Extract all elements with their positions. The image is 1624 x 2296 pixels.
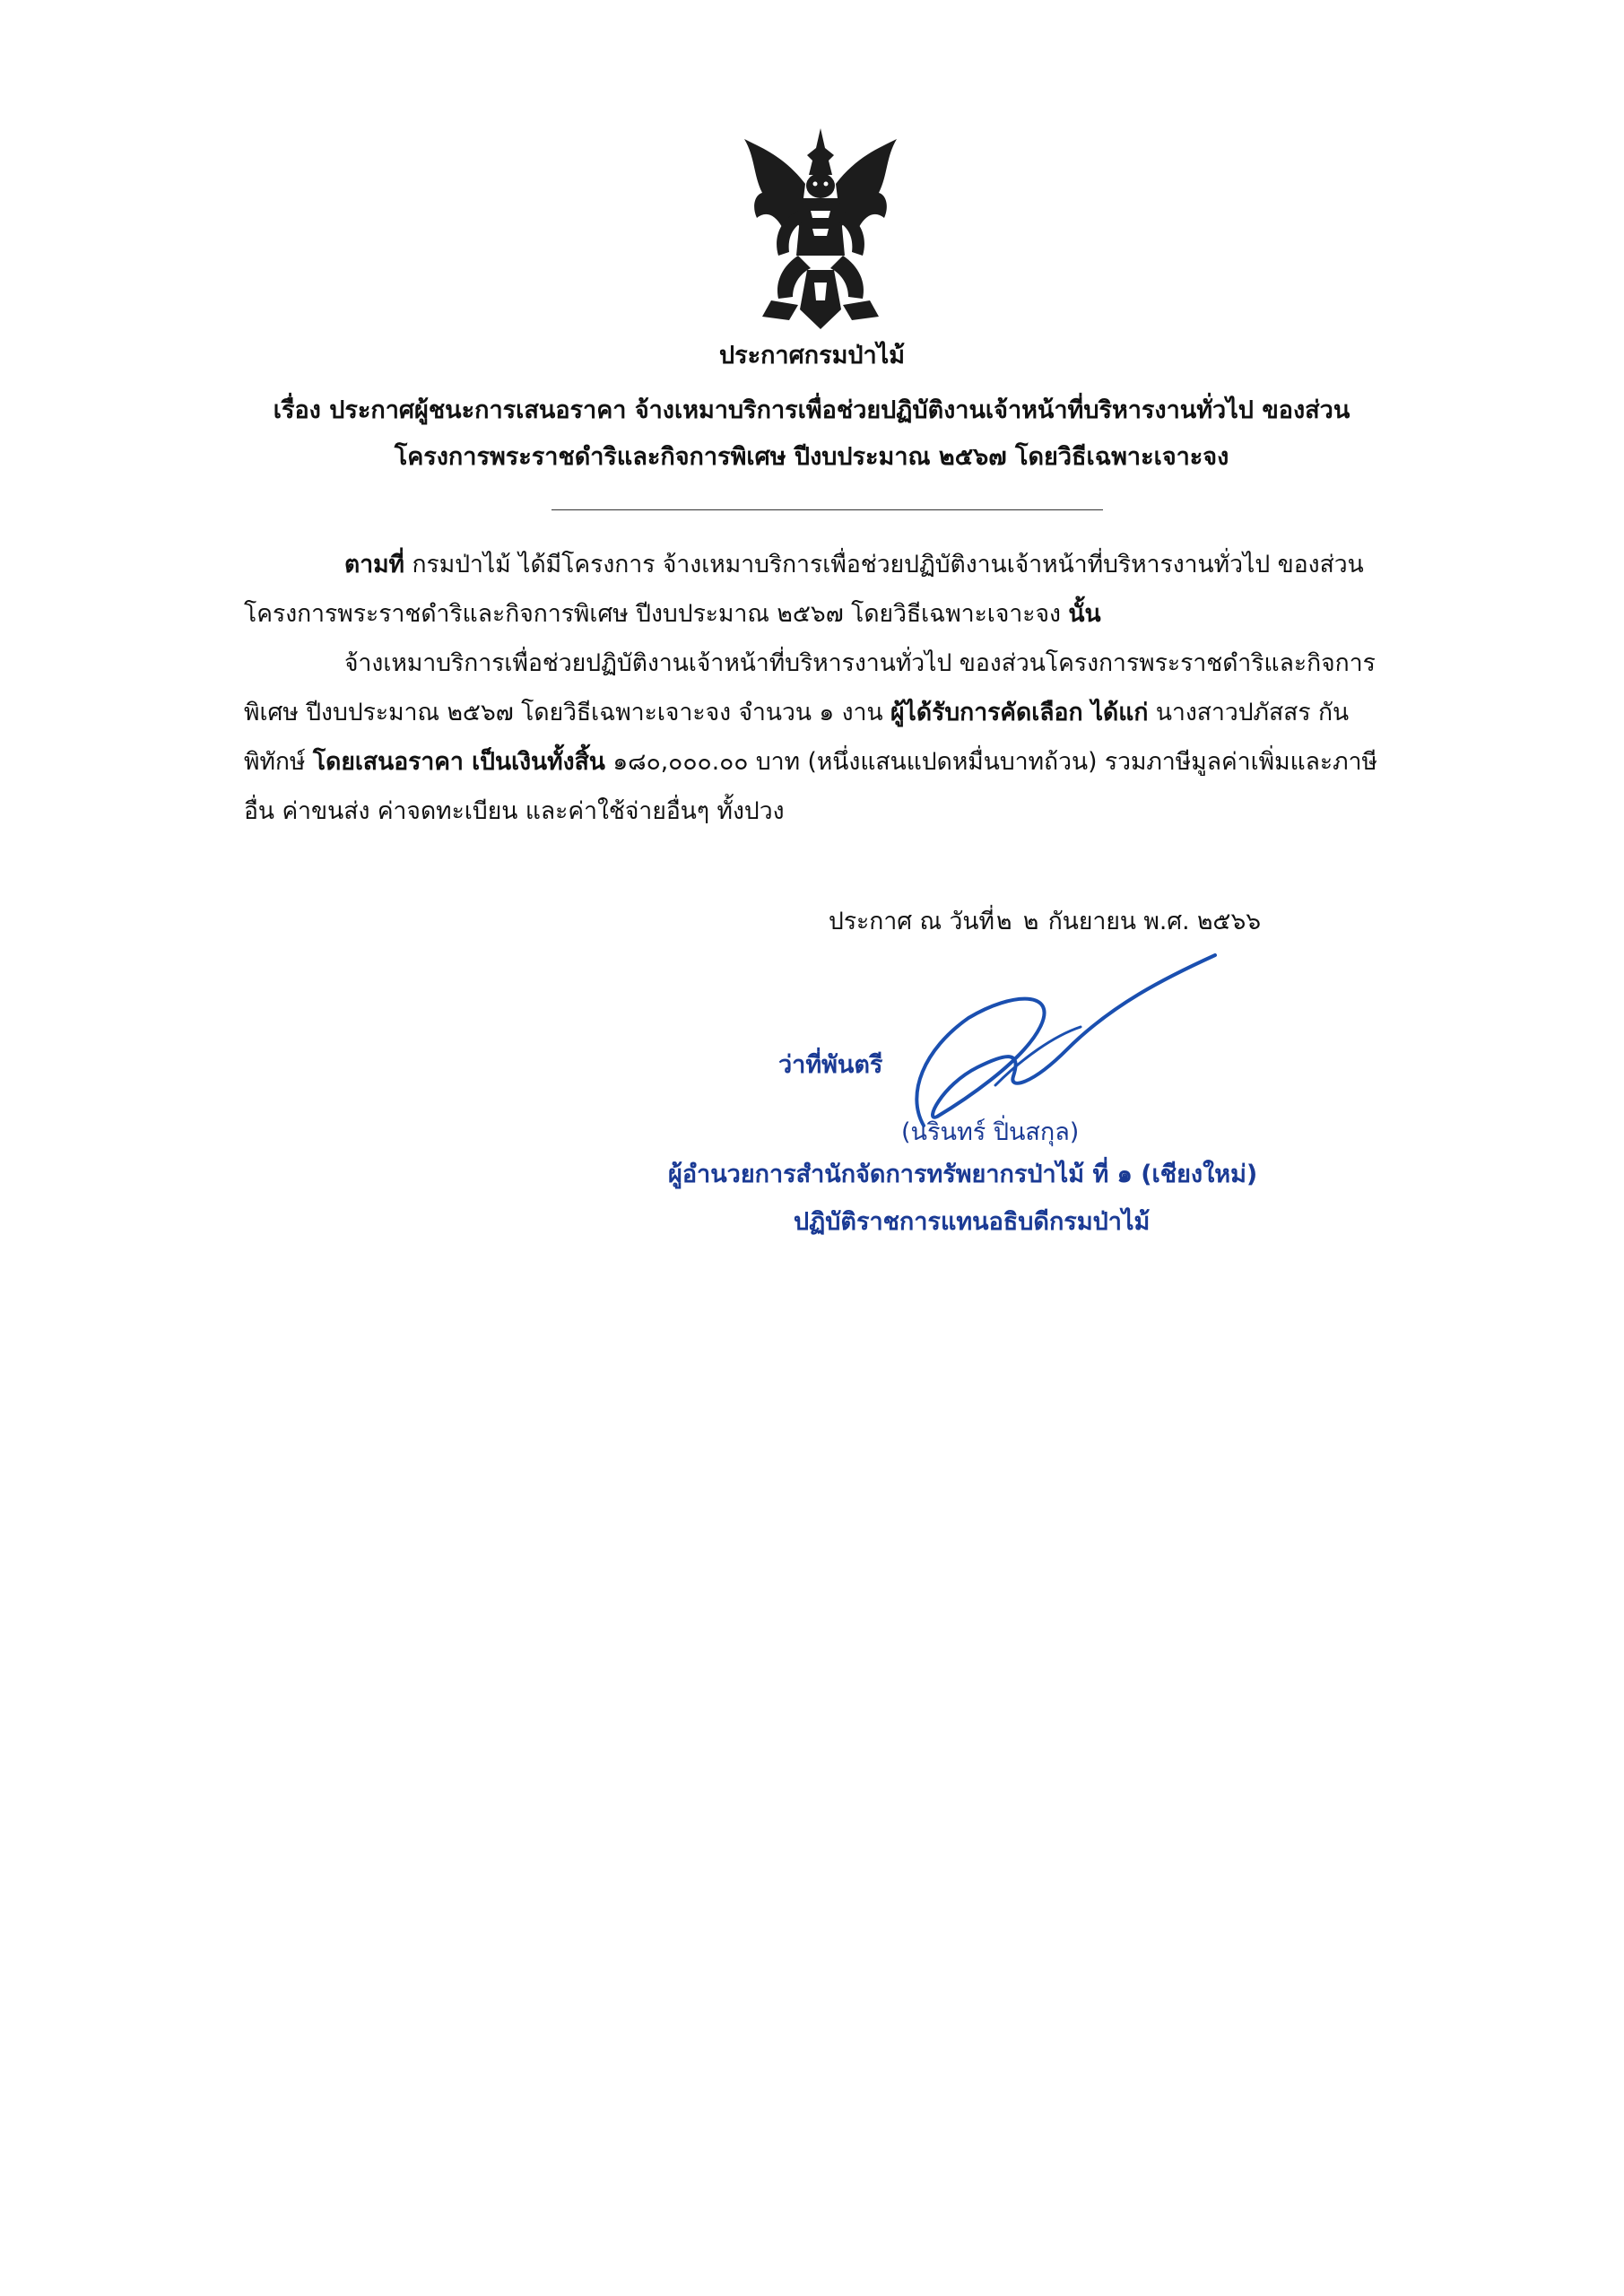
paragraph-1-lead: ตามที่: [344, 551, 405, 578]
paragraph-2-line-2: [244, 695, 1349, 731]
day-digit-1: ๒: [995, 908, 1012, 935]
paragraph-1-end: นั้น: [1068, 600, 1101, 628]
day-digit-2: ๒: [1022, 908, 1039, 935]
paragraph-1-line-2-text: โครงการพระราชดำริและกิจการพิเศษ ปีงบประมาณ ๒๕๖๗ โดยวิธีเฉพาะเจาะจง: [244, 600, 1061, 628]
paragraph-1-line-1: [344, 547, 1364, 583]
awardee-name: นางสาวปภัสสร กัน: [1155, 699, 1350, 726]
signatory-acting: ปฏิบัติราชการแทนอธิบดีกรมป่าไม้: [794, 1208, 1151, 1236]
paragraph-1-line-2: [244, 596, 1101, 632]
paragraph-2-line-1: จ้างเหมาบริการเพื่อช่วยปฏิบัติงานเจ้าหน้าที่บริหารงานทั่วไป ของส่วนโครงการพระราชดำริและกิจการ: [344, 649, 1376, 677]
garuda-emblem-icon: [735, 121, 906, 336]
paragraph-2-line-3: [244, 744, 1377, 780]
paragraph-1-text: กรมป่าไม้ ได้มีโครงการ จ้างเหมาบริการเพื่อช่วยปฏิบัติงานเจ้าหน้าที่บริหารงานทั่วไป ของส่วน: [412, 551, 1364, 578]
subject-line-2: โครงการพระราชดำริและกิจการพิเศษ ปีงบประมาณ ๒๕๖๗ โดยวิธีเฉพาะเจาะจง: [394, 443, 1229, 471]
signatory-name: (นรินทร์ ปิ่นสกุล): [901, 1118, 1080, 1146]
title-divider: [551, 509, 1103, 510]
subject-line-1: เรื่อง ประกาศผู้ชนะการเสนอราคา จ้างเหมาบริการเพื่อช่วยปฏิบัติงานเจ้าหน้าที่บริหารงานทั่วไป ของส่วน: [273, 396, 1350, 424]
signatory-position: ผู้อำนวยการสำนักจัดการทรัพยากรป่าไม้ ที่ ๑ (เชียงใหม่): [668, 1161, 1258, 1188]
paragraph-2-line-4: อื่น ค่าขนส่ง ค่าจดทะเบียน และค่าใช้จ่ายอื่นๆ ทั้งปวง: [244, 797, 785, 825]
month-year: กันยายน พ.ศ. ๒๕๖๖: [1047, 908, 1262, 935]
paragraph-2-line-2-a: พิเศษ ปีงบประมาณ ๒๕๖๗ โดยวิธีเฉพาะเจาะจง จำนวน ๑ งาน: [244, 699, 883, 726]
page-title: ประกาศกรมป่าไม้: [718, 342, 906, 370]
award-amount: ๑๘๐,๐๐๐.๐๐ บาท (หนึ่งแสนแปดหมื่นบาทถ้วน) รวมภาษีมูลค่าเพิ่มและภาษี: [612, 748, 1377, 776]
awardee-surname: พิทักษ์: [244, 748, 306, 776]
announcement-date: [829, 902, 1261, 940]
signature-mark-icon: [888, 951, 1246, 1139]
signatory-rank: ว่าที่พันตรี: [778, 1051, 883, 1079]
announcement-prefix: ประกาศ ณ วันที่: [829, 908, 994, 935]
paragraph-2-line-3-b: โดยเสนอราคา เป็นเงินทั้งสิ้น: [312, 748, 605, 776]
paragraph-2-line-2-b: ผู้ได้รับการคัดเลือก ได้แก่: [890, 699, 1149, 726]
